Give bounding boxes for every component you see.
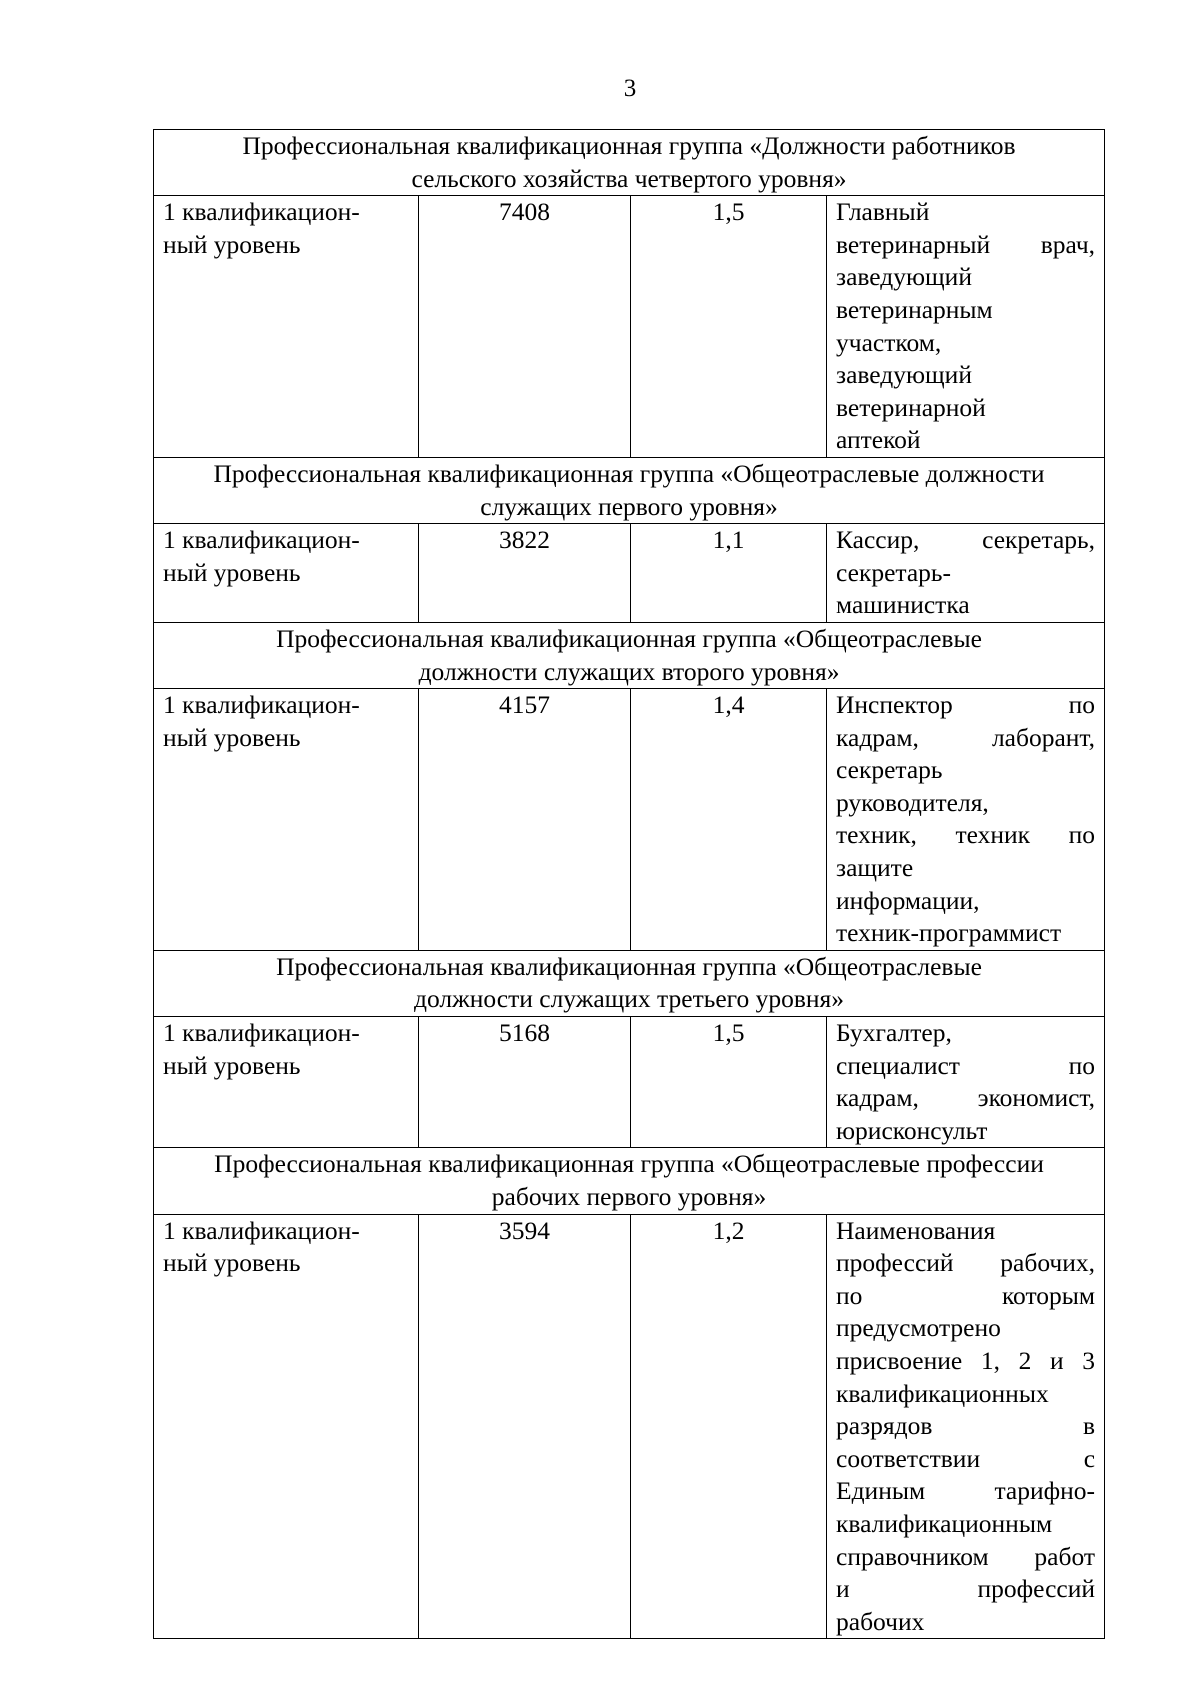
salary-cell: 5168 [419,1017,631,1148]
position-line: профессий рабочих, [836,1248,1096,1278]
salary-cell: 3822 [419,524,631,623]
qualification-level-line: 1 квалификацион- [163,690,360,720]
group-title-line: Профессиональная квалификационная группа «Общеотраслевые [276,951,982,981]
qualification-level-line: 1 квалификацион- [163,197,360,227]
coefficient-cell: 1,2 [631,1214,827,1639]
group-header-cell [154,1148,1105,1214]
table-row [154,1214,1105,1639]
position-line: машинистка [836,590,970,620]
group-title-line: Профессиональная квалификационная группа «Общеотраслевые профессии [214,1149,1044,1179]
table-row [154,524,1105,623]
position-line: квалификационным [836,1508,1053,1538]
coefficient-cell: 1,5 [631,1017,827,1148]
position-line: Бухгалтер, [836,1018,952,1048]
group-title-line: Профессиональная квалификационная группа «Должности работников [242,131,1016,160]
group-header-row [154,130,1105,196]
position-line: Единым тарифно- [836,1476,1096,1506]
position-line: Инспектор по [836,690,1096,720]
group-header-row [154,457,1105,523]
qualification-level-line: 1 квалификацион- [163,1018,360,1048]
position-line: Главный [836,197,930,227]
qualification-level-cell [154,524,419,623]
position-line: и профессий [836,1574,1096,1604]
table-row [154,1017,1105,1148]
group-header-cell [154,457,1105,523]
qualification-table [153,129,1105,1639]
position-line: присвоение 1, 2 и 3 [836,1345,1096,1375]
group-title-line: Профессиональная квалификационная группа «Общеотраслевые должности [213,458,1045,488]
position-line: секретарь- [836,557,952,587]
position-line: ветеринарным [836,294,993,324]
position-line: участком, [836,327,942,357]
position-line: кадрам, экономист, [836,1083,1096,1113]
group-title-line: должности служащих второго уровня» [418,656,840,686]
group-title-line: Профессиональная квалификационная группа «Общеотраслевые [276,623,982,653]
qualification-level-line: ный уровень [163,1050,301,1080]
position-line: по которым [836,1280,1096,1310]
qualification-level-cell [154,1214,419,1639]
group-header-cell [154,950,1105,1016]
position-line: рабочих [836,1606,925,1636]
qualification-level-cell [154,1017,419,1148]
position-line: информации, [836,885,980,915]
qualification-level-line: ный уровень [163,229,301,259]
position-line: специалист по [836,1050,1096,1080]
group-title-line: рабочих первого уровня» [491,1182,767,1211]
positions-cell [827,524,1105,623]
qualification-level-line: ный уровень [163,557,301,587]
group-title-line: служащих первого уровня» [480,491,778,521]
group-title-line: должности служащих третьего уровня» [414,984,845,1014]
position-line: заведующий [836,360,972,390]
position-line: юрисконсульт [836,1115,988,1145]
qualification-level-line: ный уровень [163,722,301,752]
qualification-level-line: 1 квалификацион- [163,1215,360,1245]
position-line: квалификационных [836,1378,1049,1408]
position-line: разрядов в [836,1411,1096,1441]
coefficient-cell: 1,1 [631,524,827,623]
position-line: Наименования [836,1215,996,1245]
position-line: защите [836,853,914,883]
table-row [154,196,1105,458]
position-line: предусмотрено [836,1313,1001,1343]
coefficient-cell: 1,4 [631,689,827,951]
position-line: ветеринарной [836,392,986,422]
group-title-line: сельского хозяйства четвертого уровня» [411,163,847,193]
qualification-level-cell [154,689,419,951]
table-row [154,689,1105,951]
salary-cell: 4157 [419,689,631,951]
position-line: аптекой [836,425,921,455]
table-body [154,130,1105,1639]
group-header-cell [154,130,1105,196]
position-line: соответствии с [836,1443,1096,1473]
qualification-level-line: ный уровень [163,1248,301,1278]
position-line: техник-программист [836,918,1062,948]
salary-cell: 7408 [419,196,631,458]
position-line: кадрам, лаборант, [836,722,1096,752]
positions-cell [827,689,1105,951]
positions-cell [827,1214,1105,1639]
group-header-row [154,1148,1105,1214]
positions-cell [827,1017,1105,1148]
position-line: секретарь [836,755,943,785]
group-header-cell [154,622,1105,688]
position-line: Кассир, секретарь, [836,525,1096,555]
coefficient-cell: 1,5 [631,196,827,458]
group-header-row [154,622,1105,688]
qualification-level-cell [154,196,419,458]
qualification-level-line: 1 квалификацион- [163,525,360,555]
position-line: ветеринарный врач, [836,229,1096,259]
salary-cell: 3594 [419,1214,631,1639]
position-line: техник, техник по [836,820,1096,850]
position-line: справочником работ [836,1541,1096,1571]
group-header-row [154,950,1105,1016]
position-line: руководителя, [836,787,989,817]
positions-cell [827,196,1105,458]
page-number: 3 [623,75,637,102]
position-line: заведующий [836,262,972,292]
